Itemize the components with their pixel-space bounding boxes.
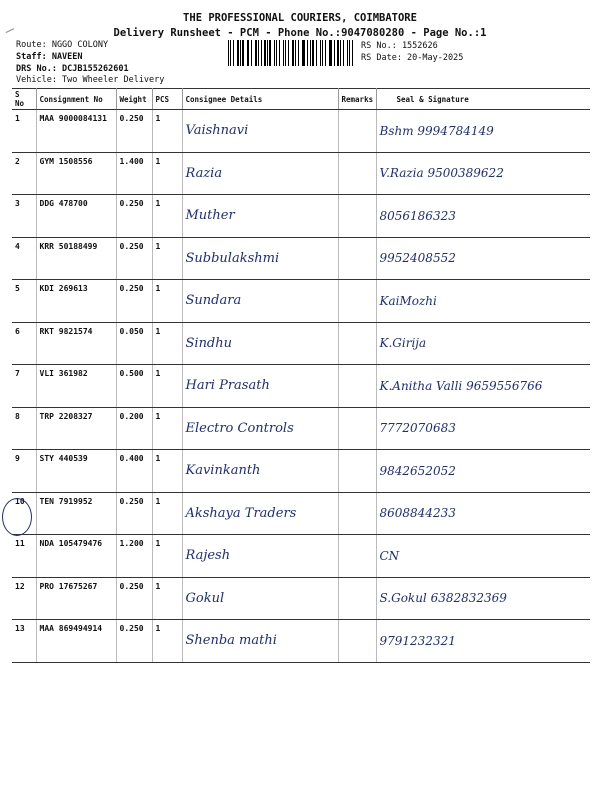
cell-pcs: 1 — [152, 450, 182, 493]
header-signature: Seal & Signature — [376, 89, 590, 110]
cell-consignee: Gokul — [182, 577, 338, 620]
cell-sno: 9 — [12, 450, 36, 493]
barcode-bar — [258, 40, 259, 66]
cell-signature: 8608844233 — [376, 492, 590, 535]
table-row — [12, 620, 590, 663]
cell-pcs: 1 — [152, 407, 182, 450]
cell-signature: KaiMozhi — [376, 280, 590, 323]
barcode-bar — [302, 40, 303, 66]
barcode-bar — [283, 40, 284, 66]
cell-pcs: 1 — [152, 577, 182, 620]
cell-sno: 2 — [12, 152, 36, 195]
barcode-bar — [274, 40, 275, 66]
table-row — [12, 365, 590, 408]
barcode-bar — [228, 40, 229, 66]
barcode-bar — [288, 40, 289, 66]
cell-consignee: Sindhu — [182, 322, 338, 365]
cell-signature: 9952408552 — [376, 237, 590, 280]
runsheet-table — [12, 88, 590, 663]
barcode-bar — [352, 40, 353, 66]
cell-pcs: 1 — [152, 322, 182, 365]
barcode-bar — [316, 40, 317, 66]
cell-pcs: 1 — [152, 365, 182, 408]
cell-remarks — [338, 280, 376, 323]
barcode-bar — [334, 40, 335, 66]
cell-consignment: GYM 1508556 — [36, 152, 116, 195]
handwritten-circle — [2, 498, 32, 536]
header-consignment: Consignment No — [36, 89, 116, 110]
cell-sno: 8 — [12, 407, 36, 450]
cell-sno: 11 — [12, 535, 36, 578]
cell-consignment: MAA 9000084131 — [36, 110, 116, 153]
drs-number: DRS No.: DCJB155262601 — [16, 64, 129, 74]
barcode-bar — [242, 40, 243, 66]
barcode-bar — [347, 40, 348, 66]
barcode-bar — [269, 40, 271, 66]
cell-pcs: 1 — [152, 620, 182, 663]
cell-consignee: Rajesh — [182, 535, 338, 578]
barcode-bar — [267, 40, 268, 66]
cell-sno: 10 — [12, 492, 36, 535]
barcode-bar — [329, 40, 330, 66]
barcode-bar — [240, 40, 241, 66]
barcode-bar — [247, 40, 248, 66]
cell-consignment: RKT 9821574 — [36, 322, 116, 365]
table-row — [12, 152, 590, 195]
barcode-bar — [320, 40, 321, 66]
barcode-bar — [303, 40, 304, 66]
table-row — [12, 407, 590, 450]
cell-sno: 7 — [12, 365, 36, 408]
cell-consignment: NDA 105479476 — [36, 535, 116, 578]
table-header-row — [12, 89, 590, 110]
cell-pcs: 1 — [152, 195, 182, 238]
barcode-bar — [251, 40, 252, 66]
cell-pcs: 1 — [152, 110, 182, 153]
header-pcs: PCS — [152, 89, 182, 110]
cell-remarks — [338, 535, 376, 578]
barcode-bar — [310, 40, 311, 66]
barcode-bar — [233, 40, 234, 66]
table-row — [12, 237, 590, 280]
header-remarks: Remarks — [338, 89, 376, 110]
table-row — [12, 492, 590, 535]
rs-number: RS No.: 1552626 — [361, 41, 438, 51]
cell-weight: 0.250 — [116, 492, 152, 535]
cell-consignment: DDG 478700 — [36, 195, 116, 238]
cell-weight: 0.250 — [116, 620, 152, 663]
cell-consignee: Shenba mathi — [182, 620, 338, 663]
vehicle-label: Vehicle: Two Wheeler Delivery — [16, 75, 165, 85]
cell-remarks — [338, 450, 376, 493]
barcode-bar — [230, 40, 231, 66]
cell-pcs: 1 — [152, 280, 182, 323]
cell-consignment: STY 440539 — [36, 450, 116, 493]
cell-signature: CN — [376, 535, 590, 578]
cell-remarks — [338, 577, 376, 620]
header-consignee: Consignee Details — [182, 89, 338, 110]
cell-consignment: TEN 7919952 — [36, 492, 116, 535]
barcode-bar — [276, 40, 277, 66]
barcode-bar — [343, 40, 344, 66]
cell-signature: K.Anitha Valli 9659556766 — [376, 365, 590, 408]
rs-date: RS Date: 20-May-2025 — [361, 53, 464, 63]
cell-pcs: 1 — [152, 492, 182, 535]
cell-consignment: KDI 269613 — [36, 280, 116, 323]
cell-sno: 12 — [12, 577, 36, 620]
cell-weight: 0.500 — [116, 365, 152, 408]
cell-consignee: Electro Controls — [182, 407, 338, 450]
cell-signature: Bshm 9994784149 — [376, 110, 590, 153]
document-subtitle: Delivery Runsheet - PCM - Phone No.:9047080280 - Page No.:1 — [113, 27, 487, 39]
cell-consignment: TRP 2208327 — [36, 407, 116, 450]
cell-remarks — [338, 492, 376, 535]
table-body — [12, 110, 590, 663]
barcode-bar — [325, 40, 326, 66]
barcode-bar — [307, 40, 308, 66]
staff-label: Staff: NAVEEN — [16, 52, 83, 62]
cell-weight: 0.250 — [116, 195, 152, 238]
cell-consignment: PRO 17675267 — [36, 577, 116, 620]
table-row — [12, 322, 590, 365]
cell-sno: 4 — [12, 237, 36, 280]
cell-weight: 1.200 — [116, 535, 152, 578]
cell-signature: S.Gokul 6382832369 — [376, 577, 590, 620]
barcode-bar — [330, 40, 331, 66]
cell-remarks — [338, 407, 376, 450]
cell-sno: 13 — [12, 620, 36, 663]
cell-signature: 9842652052 — [376, 450, 590, 493]
barcode-bar — [285, 40, 286, 66]
table-row — [12, 535, 590, 578]
cell-weight: 0.250 — [116, 110, 152, 153]
cell-consignment: VLI 361982 — [36, 365, 116, 408]
cell-weight: 1.400 — [116, 152, 152, 195]
cell-remarks — [338, 152, 376, 195]
table-row — [12, 450, 590, 493]
cell-consignee: Muther — [182, 195, 338, 238]
cell-remarks — [338, 110, 376, 153]
barcode-bar — [295, 40, 296, 66]
barcode-bar — [264, 40, 265, 66]
cell-signature: 8056186323 — [376, 195, 590, 238]
barcode-bar — [322, 40, 323, 66]
cell-pcs: 1 — [152, 237, 182, 280]
header-weight: Weight — [116, 89, 152, 110]
barcode-bar — [261, 40, 262, 66]
cell-weight: 0.400 — [116, 450, 152, 493]
cell-weight: 0.250 — [116, 237, 152, 280]
cell-consignment: MAA 869494914 — [36, 620, 116, 663]
cell-sno: 6 — [12, 322, 36, 365]
document-title: THE PROFESSIONAL COURIERS, COIMBATORE — [183, 12, 417, 24]
barcode-bar — [298, 40, 299, 66]
cell-signature: 9791232321 — [376, 620, 590, 663]
barcode-bar — [340, 40, 341, 66]
cell-weight: 0.200 — [116, 407, 152, 450]
barcode-bar — [255, 40, 257, 66]
cell-signature: 7772070683 — [376, 407, 590, 450]
cell-pcs: 1 — [152, 535, 182, 578]
cell-consignment: KRR 50188499 — [36, 237, 116, 280]
barcode — [228, 40, 356, 66]
cell-weight: 0.250 — [116, 280, 152, 323]
cell-remarks — [338, 365, 376, 408]
cell-weight: 0.050 — [116, 322, 152, 365]
barcode-bar — [279, 40, 280, 66]
cell-remarks — [338, 195, 376, 238]
cell-consignee: Sundara — [182, 280, 338, 323]
barcode-bar — [237, 40, 239, 66]
table-row — [12, 577, 590, 620]
cell-remarks — [338, 620, 376, 663]
cell-consignee: Akshaya Traders — [182, 492, 338, 535]
table-row — [12, 110, 590, 153]
table-row — [12, 195, 590, 238]
cell-sno: 1 — [12, 110, 36, 153]
cell-signature: K.Girija — [376, 322, 590, 365]
barcode-bar — [292, 40, 294, 66]
barcode-bar — [349, 40, 350, 66]
cell-consignee: Hari Prasath — [182, 365, 338, 408]
cell-consignee: Razia — [182, 152, 338, 195]
barcode-bar — [312, 40, 314, 66]
cell-pcs: 1 — [152, 152, 182, 195]
cell-consignee: Kavinkanth — [182, 450, 338, 493]
route-label: Route: NGGO COLONY — [16, 40, 109, 50]
cell-consignee: Vaishnavi — [182, 110, 338, 153]
table-row — [12, 280, 590, 323]
cell-sno: 5 — [12, 280, 36, 323]
cell-remarks — [338, 237, 376, 280]
header-sno: S No — [12, 89, 36, 110]
cell-sno: 3 — [12, 195, 36, 238]
cell-weight: 0.250 — [116, 577, 152, 620]
cell-consignee: Subbulakshmi — [182, 237, 338, 280]
cell-signature: V.Razia 9500389622 — [376, 152, 590, 195]
cell-remarks — [338, 322, 376, 365]
barcode-bar — [248, 40, 249, 66]
barcode-bar — [337, 40, 339, 66]
